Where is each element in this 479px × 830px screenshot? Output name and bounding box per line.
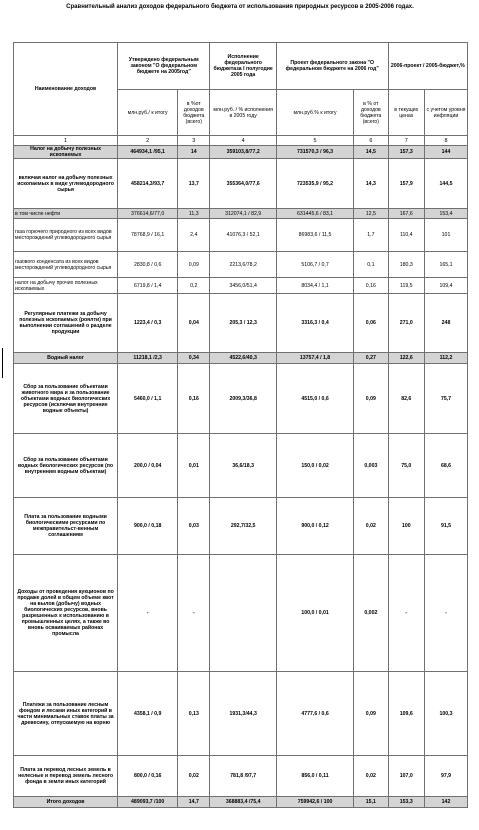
cell: 900,0 / 0,12 (276, 498, 353, 555)
col-ratio-header: 2006-проект / 2005-бюджет,% (388, 43, 467, 90)
cell: 0,002 (354, 555, 388, 672)
table-row (14, 252, 468, 278)
row-name: налог на добычу прочих полезных ископаемых (14, 278, 118, 294)
cell: 86983,6 / 11,5 (276, 219, 353, 252)
cell: 13757,4 / 1,8 (276, 353, 353, 364)
col-number: 8 (425, 136, 468, 146)
cell: 6719,8 / 1,4 (118, 278, 178, 294)
cell: 4777,6 / 0,6 (276, 672, 353, 756)
cell: 0,01 (178, 434, 210, 498)
cell: 1,7 (354, 219, 388, 252)
cell: 157,9 (388, 159, 424, 209)
col-number: 7 (388, 136, 424, 146)
cell: 856,0 / 0,11 (276, 756, 353, 797)
cell: 153,3 (388, 797, 424, 808)
cell: 800,0 / 0,16 (118, 756, 178, 797)
cell: 1223,4 / 0,3 (118, 294, 178, 353)
income-table (13, 42, 468, 808)
cell: 205,3 / 12,3 (210, 294, 277, 353)
table-row (14, 353, 468, 364)
cell: 144 (425, 146, 468, 159)
table-row (14, 278, 468, 294)
table-row (14, 434, 468, 498)
cell (210, 555, 277, 672)
cell: 0,27 (354, 353, 388, 364)
cell: 0,02 (354, 498, 388, 555)
cell: 142 (425, 797, 468, 808)
cell: 109,6 (388, 672, 424, 756)
cell: 759942,6 / 100 (276, 797, 353, 808)
table-row (14, 146, 468, 159)
table-row (14, 498, 468, 555)
column-number-row (14, 136, 468, 146)
row-name: Регулярные платежи за добычу полезных ископаемых (роялти) при выполнении соглашений о разделе продукции (14, 294, 118, 353)
cell: 14,3 (354, 159, 388, 209)
cell: 4522,6/40,3 (210, 353, 277, 364)
cell: 271,0 (388, 294, 424, 353)
cell: 2,4 (178, 219, 210, 252)
cell: 100 (388, 498, 424, 555)
cell: 2213,6/78,2 (210, 252, 277, 278)
row-name: Доходы от проведения аукционов по продаже долей в общем объеме квот на вылов (добычу) водных биологических ресурсов, вновь разрешенных к использованию в промышленных целях, а также во вновь осваиваемых районах промысла (14, 555, 118, 672)
cell: 119,5 (388, 278, 424, 294)
cell: 355364,0/77,6 (210, 159, 277, 209)
cell: 292,7/32,5 (210, 498, 277, 555)
cell: - (388, 555, 424, 672)
cell: 489093,7 /100 (118, 797, 178, 808)
cell: 4358,1 / 0,9 (118, 672, 178, 756)
cell: 359103,8/77,2 (210, 146, 277, 159)
table-row (14, 159, 468, 209)
col-number: 6 (354, 136, 388, 146)
cell: 2830,8 / 0,6 (118, 252, 178, 278)
row-name: в том числе нефти (14, 209, 118, 219)
cell: 36,6/18,3 (210, 434, 277, 498)
cell: 0,09 (354, 364, 388, 434)
cell: 153,4 (425, 209, 468, 219)
cell: 2009,3/36,8 (210, 364, 277, 434)
cell: 75,7 (425, 364, 468, 434)
cell: 781,8 /97,7 (210, 756, 277, 797)
total-row (14, 797, 468, 808)
cell: 110,4 (388, 219, 424, 252)
cell: 312074,1 / 82,9 (210, 209, 277, 219)
cell: 0,2 (178, 278, 210, 294)
col-number: 2 (118, 136, 178, 146)
row-name: Сбор за пользование объектами животного мира и за пользование объектами водных биологических ресурсов (исключая внутренние водные объекты) (14, 364, 118, 434)
cell: 75,0 (388, 434, 424, 498)
cell: 731570,3 / 96,3 (276, 146, 353, 159)
cell: 14 (178, 146, 210, 159)
cell: 8034,4 / 1,1 (276, 278, 353, 294)
cell: - (178, 555, 210, 672)
table-row (14, 672, 468, 756)
cell: 41076,3 / 52,1 (210, 219, 277, 252)
document-title: Сравнительный анализ доходов федерального бюджета от использования природных ресурсов в 2005-2006 годах. (66, 4, 414, 10)
cell: 3316,3 / 0,4 (276, 294, 353, 353)
row-name: Налог на добычу полезных ископаемых (14, 146, 118, 159)
col-project-header: Проект федерального закона "О федеральном бюджете на 2006 год" (276, 43, 388, 90)
cell: 78768,9 / 16,1 (118, 219, 178, 252)
cell: 458214,3/93,7 (118, 159, 178, 209)
cell: 14,5 (354, 146, 388, 159)
cell: 368883,4 /75,4 (210, 797, 277, 808)
cell: 0,02 (178, 756, 210, 797)
cell: 15,1 (354, 797, 388, 808)
cell: 13,7 (178, 159, 210, 209)
cell: 631445,6 / 83,1 (276, 209, 353, 219)
col-number: 3 (178, 136, 210, 146)
cell: 157,3 (388, 146, 424, 159)
cell: 464934,1 /95,1 (118, 146, 178, 159)
row-name: Водный налог (14, 353, 118, 364)
cell: 0,09 (178, 252, 210, 278)
cell: 97,9 (425, 756, 468, 797)
cell: 0,1 (354, 252, 388, 278)
table-row (14, 209, 468, 219)
cell: 0,03 (178, 498, 210, 555)
cell: 109,4 (425, 278, 468, 294)
table-row (14, 555, 468, 672)
row-name: Плата за пользование водными биологическими ресурсами по межправительст-венным соглашениям (14, 498, 118, 555)
col-name-header: Наименование доходов (14, 43, 118, 136)
sub-inflation: с учетом уровня инфляции (425, 90, 468, 136)
col-number: 4 (210, 136, 277, 146)
sub-mln-exec: млн.руб. / % исполнения в 2005 году (210, 90, 277, 136)
cell: 5460,0 / 1,1 (118, 364, 178, 434)
row-name: Итого доходов (14, 797, 118, 808)
cell: 0,34 (178, 353, 210, 364)
sub-pct-income: в %от доходов бюджета (всего) (178, 90, 210, 136)
cell: 107,0 (388, 756, 424, 797)
cell: 180,3 (388, 252, 424, 278)
cell: 100,0 / 0,01 (276, 555, 353, 672)
margin-mark (2, 348, 3, 378)
cell: 376614,6/77,0 (118, 209, 178, 219)
sub-mln-total2: млн.руб.% к итогу (276, 90, 353, 136)
cell: 112,2 (425, 353, 468, 364)
cell: 723535,9 / 95,2 (276, 159, 353, 209)
cell: - (118, 555, 178, 672)
cell: 101 (425, 219, 468, 252)
table-row (14, 294, 468, 353)
cell: 0,09 (354, 672, 388, 756)
cell: 11,3 (178, 209, 210, 219)
row-name: Плата за перевод лесных земель в нелесные и перевод земель лесного фонда в земли иных категорий (14, 756, 118, 797)
cell: 150,0 / 0,02 (276, 434, 353, 498)
cell: 167,6 (388, 209, 424, 219)
cell: 14,7 (178, 797, 210, 808)
col-approved-header: Утверждено федеральным законом "О федеральном бюджете на 2005год" (118, 43, 210, 90)
sub-mln-total: млн.руб./ к итогу (118, 90, 178, 136)
col-number: 1 (14, 136, 118, 146)
cell: 144,5 (425, 159, 468, 209)
cell: 68,6 (425, 434, 468, 498)
cell: 12,5 (354, 209, 388, 219)
row-name: газового конденсата из всех видов месторождений углеводородного сырья (14, 252, 118, 278)
row-name: Платежи за пользование лесным фондом и лесами иных категорий в части минимальных ставок платы за древесину, отпускаемую на корню (14, 672, 118, 756)
header-row (14, 43, 468, 90)
cell: 0,04 (178, 294, 210, 353)
cell: 900,0 / 0,18 (118, 498, 178, 555)
cell: 3456,0/51,4 (210, 278, 277, 294)
cell: 0,16 (354, 278, 388, 294)
table-row (14, 219, 468, 252)
cell: 82,6 (388, 364, 424, 434)
cell: 1931,3/44,3 (210, 672, 277, 756)
cell: 248 (425, 294, 468, 353)
cell: 165,1 (425, 252, 468, 278)
cell: 0,06 (354, 294, 388, 353)
cell: 5106,7 / 0,7 (276, 252, 353, 278)
cell: 0,02 (354, 756, 388, 797)
cell: 122,6 (388, 353, 424, 364)
cell: 11218,1 /2,3 (118, 353, 178, 364)
cell: 0,13 (178, 672, 210, 756)
sub-current: в текущих ценах (388, 90, 424, 136)
col-number: 5 (276, 136, 353, 146)
col-execution-header: Исполнение федерального бюджетаза I полугодие 2005 года (210, 43, 277, 90)
row-name: газа горючего природного из всех видов месторождений углеводородного сырья (14, 219, 118, 252)
cell: 100,3 (425, 672, 468, 756)
cell: 91,5 (425, 498, 468, 555)
cell: 200,0 / 0,04 (118, 434, 178, 498)
sub-pct-income2: в % от доходов бюджета (всего) (354, 90, 388, 136)
table-row (14, 756, 468, 797)
row-name: включая налог на добычу полезных ископаемых в виде углеводородного сырья (14, 159, 118, 209)
cell: 0,16 (178, 364, 210, 434)
cell: - (425, 555, 468, 672)
row-name: Сбор за пользование объектами водных биологических ресурсов (по внутренним водным объектам) (14, 434, 118, 498)
cell: 0,003 (354, 434, 388, 498)
cell: 4515,0 / 0,6 (276, 364, 353, 434)
table-row (14, 364, 468, 434)
